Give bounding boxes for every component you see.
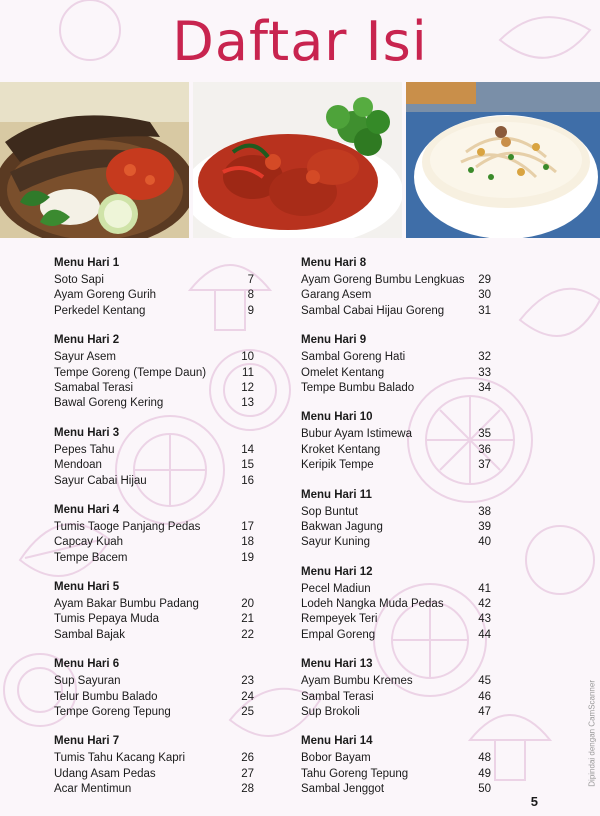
recipe-name: Tempe Bumbu Balado <box>301 381 415 394</box>
recipe-page-number: 24 <box>241 690 254 703</box>
photo-strip <box>0 82 600 238</box>
recipe-page-number: 28 <box>241 783 254 796</box>
recipe-name: Telur Bumbu Balado <box>54 690 158 703</box>
toc-entry[interactable] <box>301 674 491 689</box>
balado-meat-photo <box>193 82 402 238</box>
toc-section <box>54 503 254 566</box>
recipe-page-number: 43 <box>478 613 491 626</box>
toc-entry[interactable] <box>54 474 254 489</box>
leaf-icon <box>520 289 600 336</box>
recipe-page-number: 33 <box>478 366 491 379</box>
recipe-name: Mendoan <box>54 459 102 472</box>
recipe-name: Tempe Goreng (Tempe Daun) <box>54 366 207 379</box>
recipe-page-number: 17 <box>241 520 254 533</box>
recipe-page-number: 32 <box>478 351 491 364</box>
recipe-name: Sambal Cabai Hijau Goreng <box>301 304 445 317</box>
recipe-name: Sayur Kuning <box>301 536 371 549</box>
toc-entry[interactable] <box>54 751 254 766</box>
recipe-page-number: 48 <box>478 752 491 765</box>
recipe-page-number: 16 <box>241 474 254 487</box>
section-heading: Menu Hari 11 <box>301 488 372 501</box>
recipe-name: Sup Brokoli <box>301 706 360 719</box>
toc-section <box>54 580 254 643</box>
toc-entry[interactable] <box>54 767 254 782</box>
recipe-page-number: 41 <box>478 582 491 595</box>
recipe-page-number: 35 <box>478 428 491 441</box>
toc-entry[interactable] <box>301 350 491 365</box>
recipe-page-number: 44 <box>478 628 491 641</box>
toc-right-column <box>301 256 491 812</box>
toc-entry[interactable] <box>54 443 254 458</box>
toc-section <box>54 657 254 720</box>
toc-entry[interactable] <box>54 551 254 566</box>
toc-entry[interactable] <box>301 366 491 381</box>
toc-entry[interactable] <box>301 751 491 766</box>
section-heading: Menu Hari 8 <box>301 257 367 269</box>
recipe-page-number: 22 <box>241 628 254 641</box>
toc-entry[interactable] <box>301 458 491 473</box>
recipe-page-number: 42 <box>478 598 491 611</box>
toc-entry[interactable] <box>54 690 254 705</box>
fried-catfish-photo <box>0 82 189 238</box>
recipe-name: Bakwan Jagung <box>301 520 383 533</box>
toc-entry[interactable] <box>301 520 491 535</box>
scanner-watermark: Dipindai dengan CamScanner <box>588 680 597 787</box>
toc-entry[interactable] <box>301 628 491 643</box>
toc-section <box>301 657 491 720</box>
toc-entry[interactable] <box>54 366 254 381</box>
toc-entry[interactable] <box>301 381 491 396</box>
recipe-page-number: 9 <box>247 304 254 317</box>
recipe-page-number: 45 <box>478 675 491 688</box>
recipe-page-number: 11 <box>242 366 254 379</box>
recipe-page-number: 12 <box>241 381 254 394</box>
recipe-name: Omelet Kentang <box>301 366 385 379</box>
toc-section <box>301 256 491 319</box>
recipe-page-number: 36 <box>478 443 491 456</box>
recipe-page-number: 37 <box>478 459 491 472</box>
toc-entry[interactable] <box>54 705 254 720</box>
toc-entry[interactable] <box>301 690 491 705</box>
toc-entry[interactable] <box>301 612 491 627</box>
toc-entry[interactable] <box>301 505 491 520</box>
toc-entry[interactable] <box>301 782 491 797</box>
recipe-name: Sambal Terasi <box>301 690 374 703</box>
recipe-name: Capcay Kuah <box>54 536 124 549</box>
page-number: 5 <box>530 794 538 809</box>
toc-entry[interactable] <box>54 288 254 303</box>
toc-section <box>301 488 491 551</box>
toc-entry[interactable] <box>301 427 491 442</box>
recipe-page-number: 46 <box>478 690 491 703</box>
recipe-name: Sop Buntut <box>301 505 358 518</box>
toc-entry[interactable] <box>301 304 491 319</box>
page-title: Daftar Isi <box>172 10 428 73</box>
toc-entry[interactable] <box>301 767 491 782</box>
recipe-page-number: 25 <box>241 706 254 719</box>
recipe-name: Perkedel Kentang <box>54 304 146 317</box>
recipe-name: Tumis Pepaya Muda <box>54 613 160 626</box>
recipe-page-number: 7 <box>247 274 254 286</box>
recipe-name: Keripik Tempe <box>301 459 374 472</box>
section-heading: Menu Hari 3 <box>54 426 120 439</box>
toc-section <box>301 734 491 797</box>
section-heading: Menu Hari 5 <box>54 581 120 594</box>
toc-entry[interactable] <box>301 582 491 597</box>
recipe-page-number: 27 <box>241 767 254 780</box>
recipe-name: Sambal Jenggot <box>301 783 385 796</box>
toc-section <box>54 333 254 412</box>
toc-entry[interactable] <box>301 288 491 303</box>
recipe-name: Sayur Cabai Hijau <box>54 474 147 487</box>
section-heading: Menu Hari 2 <box>54 334 120 347</box>
recipe-page-number: 38 <box>478 505 491 518</box>
section-heading: Menu Hari 12 <box>301 565 373 578</box>
section-heading: Menu Hari 9 <box>301 334 367 347</box>
recipe-page-number: 29 <box>478 274 491 286</box>
toc-entry[interactable] <box>301 705 491 720</box>
recipe-name: Kroket Kentang <box>301 443 381 456</box>
recipe-name: Acar Mentimun <box>54 783 132 796</box>
section-heading: Menu Hari 13 <box>301 658 373 671</box>
section-heading: Menu Hari 14 <box>301 735 373 748</box>
recipe-name: Tumis Tahu Kacang Kapri <box>54 752 186 765</box>
recipe-page-number: 30 <box>478 289 491 302</box>
section-heading: Menu Hari 6 <box>54 658 120 671</box>
toc-section <box>54 256 254 319</box>
recipe-name: Ayam Bumbu Kremes <box>301 675 413 688</box>
toc-entry[interactable] <box>54 520 254 535</box>
recipe-page-number: 18 <box>241 536 254 549</box>
toc-entry[interactable] <box>301 597 491 612</box>
toc-section <box>301 410 491 473</box>
recipe-name: Samabal Terasi <box>54 381 134 394</box>
recipe-page-number: 50 <box>478 783 491 796</box>
recipe-page-number: 21 <box>241 613 254 626</box>
recipe-name: Udang Asam Pedas <box>54 767 156 780</box>
recipe-name: Bubur Ayam Istimewa <box>301 428 413 441</box>
recipe-name: Sambal Goreng Hati <box>301 351 406 364</box>
toc-entry[interactable] <box>54 304 254 319</box>
toc-entry[interactable] <box>54 628 254 643</box>
toc-section <box>54 734 254 797</box>
recipe-name: Tumis Taoge Panjang Pedas <box>54 520 201 533</box>
section-heading: Menu Hari 10 <box>301 411 373 424</box>
recipe-page-number: 8 <box>247 289 254 302</box>
toc-entry[interactable] <box>54 273 254 288</box>
toc-left-column <box>54 256 254 812</box>
recipe-name: Garang Asem <box>301 289 372 302</box>
toc-entry[interactable] <box>301 443 491 458</box>
recipe-name: Empal Goreng <box>301 628 376 641</box>
recipe-name: Ayam Goreng Bumbu Lengkuas <box>301 274 465 286</box>
toc-entry[interactable] <box>54 396 254 411</box>
toc-entry[interactable] <box>54 782 254 797</box>
recipe-page-number: 20 <box>241 598 254 611</box>
recipe-name: Sambal Bajak <box>54 628 125 641</box>
recipe-name: Bawal Goreng Kering <box>54 397 164 410</box>
recipe-page-number: 19 <box>241 551 254 564</box>
recipe-page-number: 49 <box>478 767 491 780</box>
recipe-name: Tempe Bacem <box>54 551 128 564</box>
toc-entry[interactable] <box>54 350 254 365</box>
recipe-page-number: 39 <box>478 520 491 533</box>
recipe-page-number: 10 <box>241 351 254 364</box>
recipe-name: Tempe Goreng Tepung <box>54 706 171 719</box>
toc-entry[interactable] <box>54 674 254 689</box>
toc-section <box>301 565 491 644</box>
toc-section <box>301 333 491 396</box>
toc-entry[interactable] <box>54 458 254 473</box>
section-heading: Menu Hari 4 <box>54 503 120 516</box>
toc-entry[interactable] <box>301 535 491 550</box>
recipe-name: Sup Sayuran <box>54 675 121 688</box>
recipe-name: Rempeyek Teri <box>301 613 378 626</box>
recipe-page-number: 47 <box>478 706 491 719</box>
section-heading: Menu Hari 7 <box>54 735 120 748</box>
toc-section <box>54 426 254 489</box>
recipe-page-number: 40 <box>478 536 491 549</box>
recipe-page-number: 31 <box>478 304 491 317</box>
recipe-page-number: 26 <box>241 752 254 765</box>
recipe-page-number: 23 <box>241 675 254 688</box>
recipe-name: Lodeh Nangka Muda Pedas <box>301 598 444 611</box>
toc-entry[interactable] <box>54 597 254 612</box>
recipe-name: Ayam Goreng Gurih <box>54 289 157 302</box>
chicken-porridge-photo <box>406 82 600 238</box>
recipe-page-number: 13 <box>241 397 254 410</box>
recipe-page-number: 34 <box>478 381 491 394</box>
recipe-name: Sayur Asem <box>54 351 116 364</box>
recipe-page-number: 15 <box>241 459 254 472</box>
toc-entry[interactable] <box>54 381 254 396</box>
recipe-name: Pecel Madiun <box>301 582 371 595</box>
recipe-name: Bobor Bayam <box>301 752 371 765</box>
section-heading: Menu Hari 1 <box>54 257 120 269</box>
recipe-name: Tahu Goreng Tepung <box>301 767 409 780</box>
toc-entry[interactable] <box>54 612 254 627</box>
toc-entry[interactable] <box>54 535 254 550</box>
recipe-name: Ayam Bakar Bumbu Padang <box>54 598 199 611</box>
recipe-name: Soto Sapi <box>54 274 104 286</box>
recipe-name: Pepes Tahu <box>54 443 115 456</box>
recipe-page-number: 14 <box>241 443 254 456</box>
toc-entry[interactable] <box>301 273 491 288</box>
